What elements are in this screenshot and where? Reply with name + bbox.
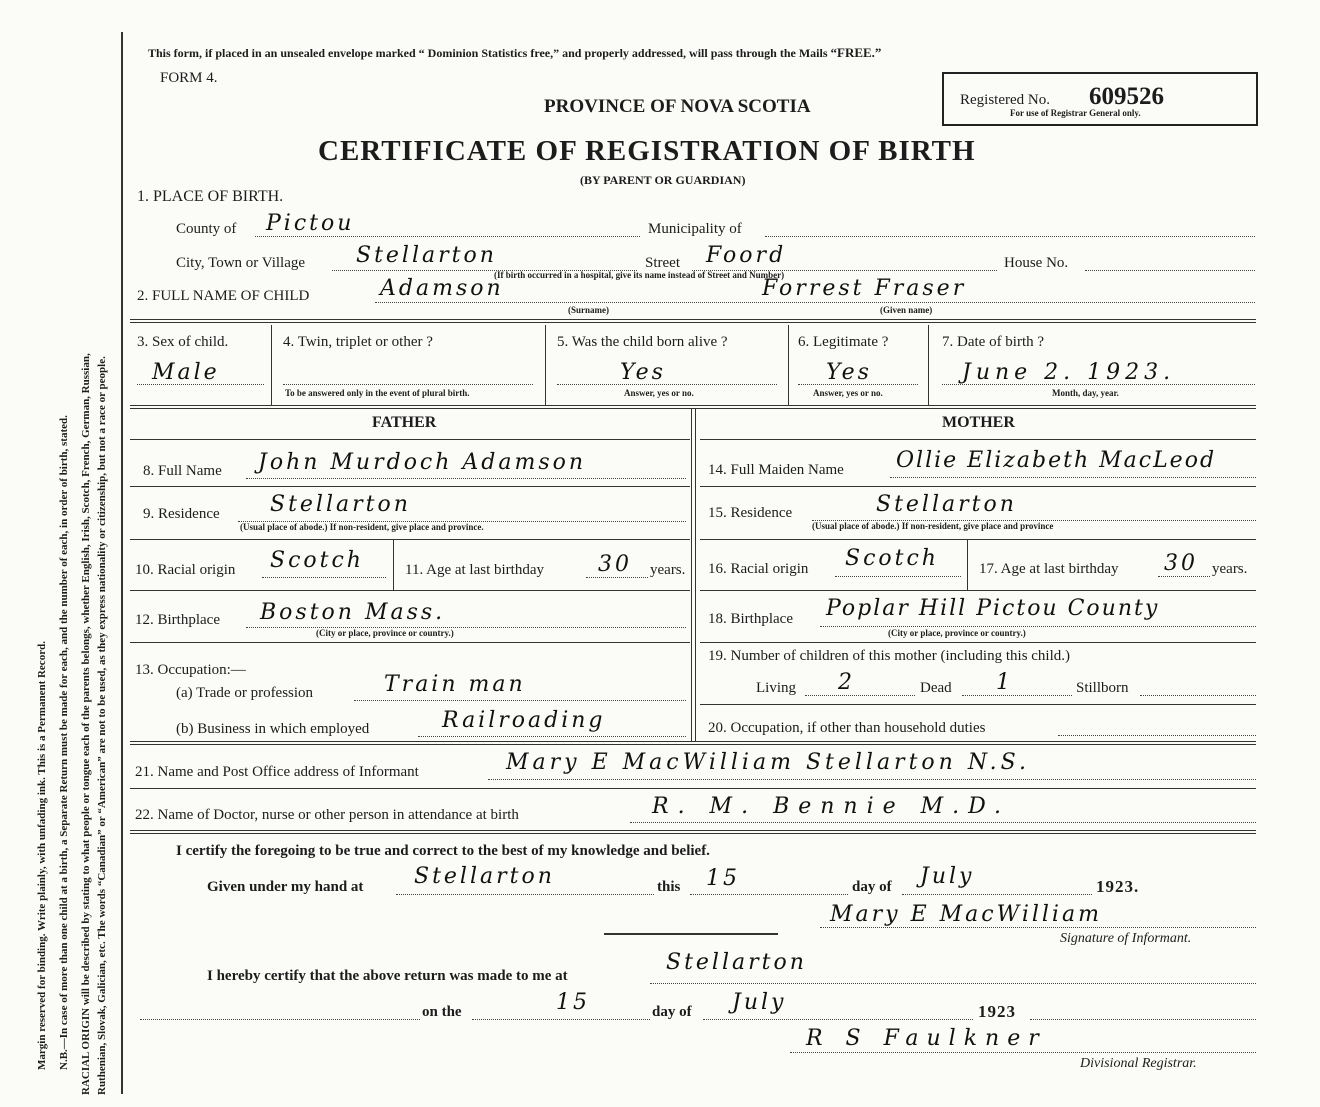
father-residence-label: 9. Residence <box>143 506 220 522</box>
province-heading: PROVINCE OF NOVA SCOTIA <box>544 96 811 117</box>
surname-caption: (Surname) <box>568 305 609 315</box>
mother-name: Ollie Elizabeth MacLeod <box>896 448 1217 473</box>
sex-value: Male <box>152 360 220 385</box>
margin-note-1: Margin reserved for binding. Write plainly, with unfading ink. This is a Permanent Record. <box>36 641 48 1070</box>
child-surname: Adamson <box>380 276 504 301</box>
father-name-label: 8. Full Name <box>143 463 222 479</box>
dob-note: Month, day, year. <box>1052 388 1119 398</box>
father-birthplace-label: 12. Birthplace <box>135 612 220 628</box>
mother-residence-note: (Usual place of abode.) If non-resident, give place and province <box>812 521 1054 531</box>
registrar-day: 15 <box>556 990 590 1015</box>
child-given-name: Forrest Fraser <box>762 276 967 301</box>
registrar-statement: I hereby certify that the above return was made to me at <box>207 968 568 984</box>
informant-value: Mary E MacWilliam Stellarton N.S. <box>506 750 1030 775</box>
mother-age-unit: years. <box>1212 561 1248 577</box>
alive-note: Answer, yes or no. <box>624 388 694 398</box>
form-number: FORM 4. <box>160 70 218 86</box>
registrar-year: 1923 <box>978 1002 1016 1021</box>
child-name-label: 2. FULL NAME OF CHILD <box>137 288 310 304</box>
occupation-label: 13. Occupation:— <box>135 662 246 678</box>
father-birthplace: Boston Mass. <box>260 600 446 625</box>
form-subtitle: (BY PARENT OR GUARDIAN) <box>580 173 746 187</box>
municipality-label: Municipality of <box>648 221 742 237</box>
mother-residence: Stellarton <box>876 492 1017 517</box>
doctor-label: 22. Name of Doctor, nurse or other person in attendance at birth <box>135 807 519 823</box>
alive-label: 5. Was the child born alive ? <box>557 334 728 350</box>
registrar-use-note: For use of Registrar General only. <box>1010 108 1141 118</box>
registrar-caption: Divisional Registrar. <box>1080 1056 1197 1071</box>
mother-racial-label: 16. Racial origin <box>708 561 809 577</box>
mother-heading: MOTHER <box>942 414 1015 431</box>
mother-age: 30 <box>1164 551 1198 576</box>
living-label: Living <box>756 680 796 696</box>
registrar-dayof-label: day of <box>652 1004 692 1020</box>
city-value: Stellarton <box>356 243 497 268</box>
informant-signature: Mary E MacWilliam <box>830 902 1102 927</box>
registrar-signature: R S Faulkner <box>806 1026 1047 1051</box>
legitimate-label: 6. Legitimate ? <box>798 334 889 350</box>
trade-label: (a) Trade or profession <box>176 685 314 701</box>
mother-birthplace-label: 18. Birthplace <box>708 611 793 627</box>
father-racial-origin: Scotch <box>270 548 364 573</box>
registrar-place: Stellarton <box>666 950 807 975</box>
margin-note-4: Ruthenian, Slovak, Galician, etc. The words “Canadian” or “American” are not to be used, as they express nationality or citizenship, but not a race or people. <box>96 356 108 1095</box>
mother-birthplace-note: (City or place, province or country.) <box>888 628 1026 638</box>
dob-value: June 2. 1923. <box>962 360 1176 385</box>
registrar-on-label: on the <box>422 1004 462 1020</box>
informant-label: 21. Name and Post Office address of Informant <box>135 764 419 780</box>
dead-value: 1 <box>996 670 1013 695</box>
mother-racial-origin: Scotch <box>845 546 939 571</box>
trade-value: Train man <box>384 672 526 697</box>
given-caption: (Given name) <box>880 305 933 315</box>
stillborn-label: Stillborn <box>1076 680 1129 696</box>
legitimate-note: Answer, yes or no. <box>813 388 883 398</box>
cert-day: 15 <box>706 866 740 891</box>
father-racial-label: 10. Racial origin <box>135 562 236 578</box>
certify-statement: I certify the foregoing to be true and correct to the best of my knowledge and belief. <box>176 843 710 859</box>
children-count-label: 19. Number of children of this mother (including this child.) <box>708 648 1071 664</box>
margin-note-2: N.B.—In case of more than one child at a birth, a Separate Return must be made for each, and the number of each, in order of birth, stated. <box>58 415 70 1070</box>
father-birthplace-note: (City or place, province or country.) <box>316 628 454 638</box>
father-residence: Stellarton <box>270 492 411 517</box>
mother-name-label: 14. Full Maiden Name <box>708 462 844 478</box>
living-value: 2 <box>838 670 855 695</box>
registered-box <box>942 72 1258 126</box>
given-under-label: Given under my hand at <box>207 879 364 895</box>
mother-occupation-label: 20. Occupation, if other than household duties <box>708 720 986 736</box>
business-label: (b) Business in which employed <box>176 721 370 737</box>
legitimate-value: Yes <box>826 360 872 385</box>
hospital-note: (If birth occurred in a hospital, give its name instead of Street and Number) <box>494 270 785 280</box>
street-value: Foord <box>706 243 787 268</box>
postal-note: This form, if placed in an unsealed envelope marked “ Dominion Statistics free,” and properly addressed, will pass through the Mails “FREE.” <box>148 45 882 60</box>
street-label: Street <box>645 255 680 271</box>
parents-divider <box>691 409 692 741</box>
father-name: John Murdoch Adamson <box>258 450 587 475</box>
margin-note-3: RACIAL ORIGIN will be described by stating to what people or tongue each of the parents belongs, whether English, Irish, Scotch, French, German, Russian, <box>80 353 92 1095</box>
cert-month: July <box>920 864 975 889</box>
form-title: CERTIFICATE OF REGISTRATION OF BIRTH <box>318 135 976 167</box>
cert-dayof-label: day of <box>852 879 892 895</box>
father-age-unit: years. <box>650 562 686 578</box>
mother-residence-label: 15. Residence <box>708 505 793 521</box>
county-value: Pictou <box>266 211 355 236</box>
sex-label: 3. Sex of child. <box>137 334 229 350</box>
mother-birthplace: Poplar Hill Pictou County <box>826 596 1160 621</box>
father-age-label: 11. Age at last birthday <box>405 562 544 578</box>
city-label: City, Town or Village <box>176 255 306 271</box>
twin-label: 4. Twin, triplet or other ? <box>283 334 433 350</box>
county-label: County of <box>176 221 237 237</box>
registrar-month: July <box>732 990 787 1015</box>
place-section: 1. PLACE OF BIRTH. <box>137 188 284 205</box>
dob-label: 7. Date of birth ? <box>942 334 1045 350</box>
business-value: Railroading <box>442 708 606 733</box>
father-residence-note: (Usual place of abode.) If non-resident, give place and province. <box>240 522 484 532</box>
this-label: this <box>657 879 681 895</box>
given-place: Stellarton <box>414 864 555 889</box>
mother-age-label: 17. Age at last birthday <box>979 561 1119 577</box>
cert-year: 1923. <box>1096 877 1140 896</box>
father-heading: FATHER <box>372 414 437 431</box>
doctor-value: R. M. Bennie M.D. <box>652 794 1011 819</box>
house-label: House No. <box>1004 255 1069 271</box>
alive-value: Yes <box>620 360 666 385</box>
father-age: 30 <box>598 552 632 577</box>
informant-signature-caption: Signature of Informant. <box>1060 931 1192 946</box>
dead-label: Dead <box>920 680 952 696</box>
twin-note: To be answered only in the event of plural birth. <box>285 388 470 398</box>
registered-number: 609526 <box>1089 83 1164 110</box>
registered-label: Registered No. <box>960 92 1050 108</box>
binding-margin-rule <box>121 32 123 1094</box>
